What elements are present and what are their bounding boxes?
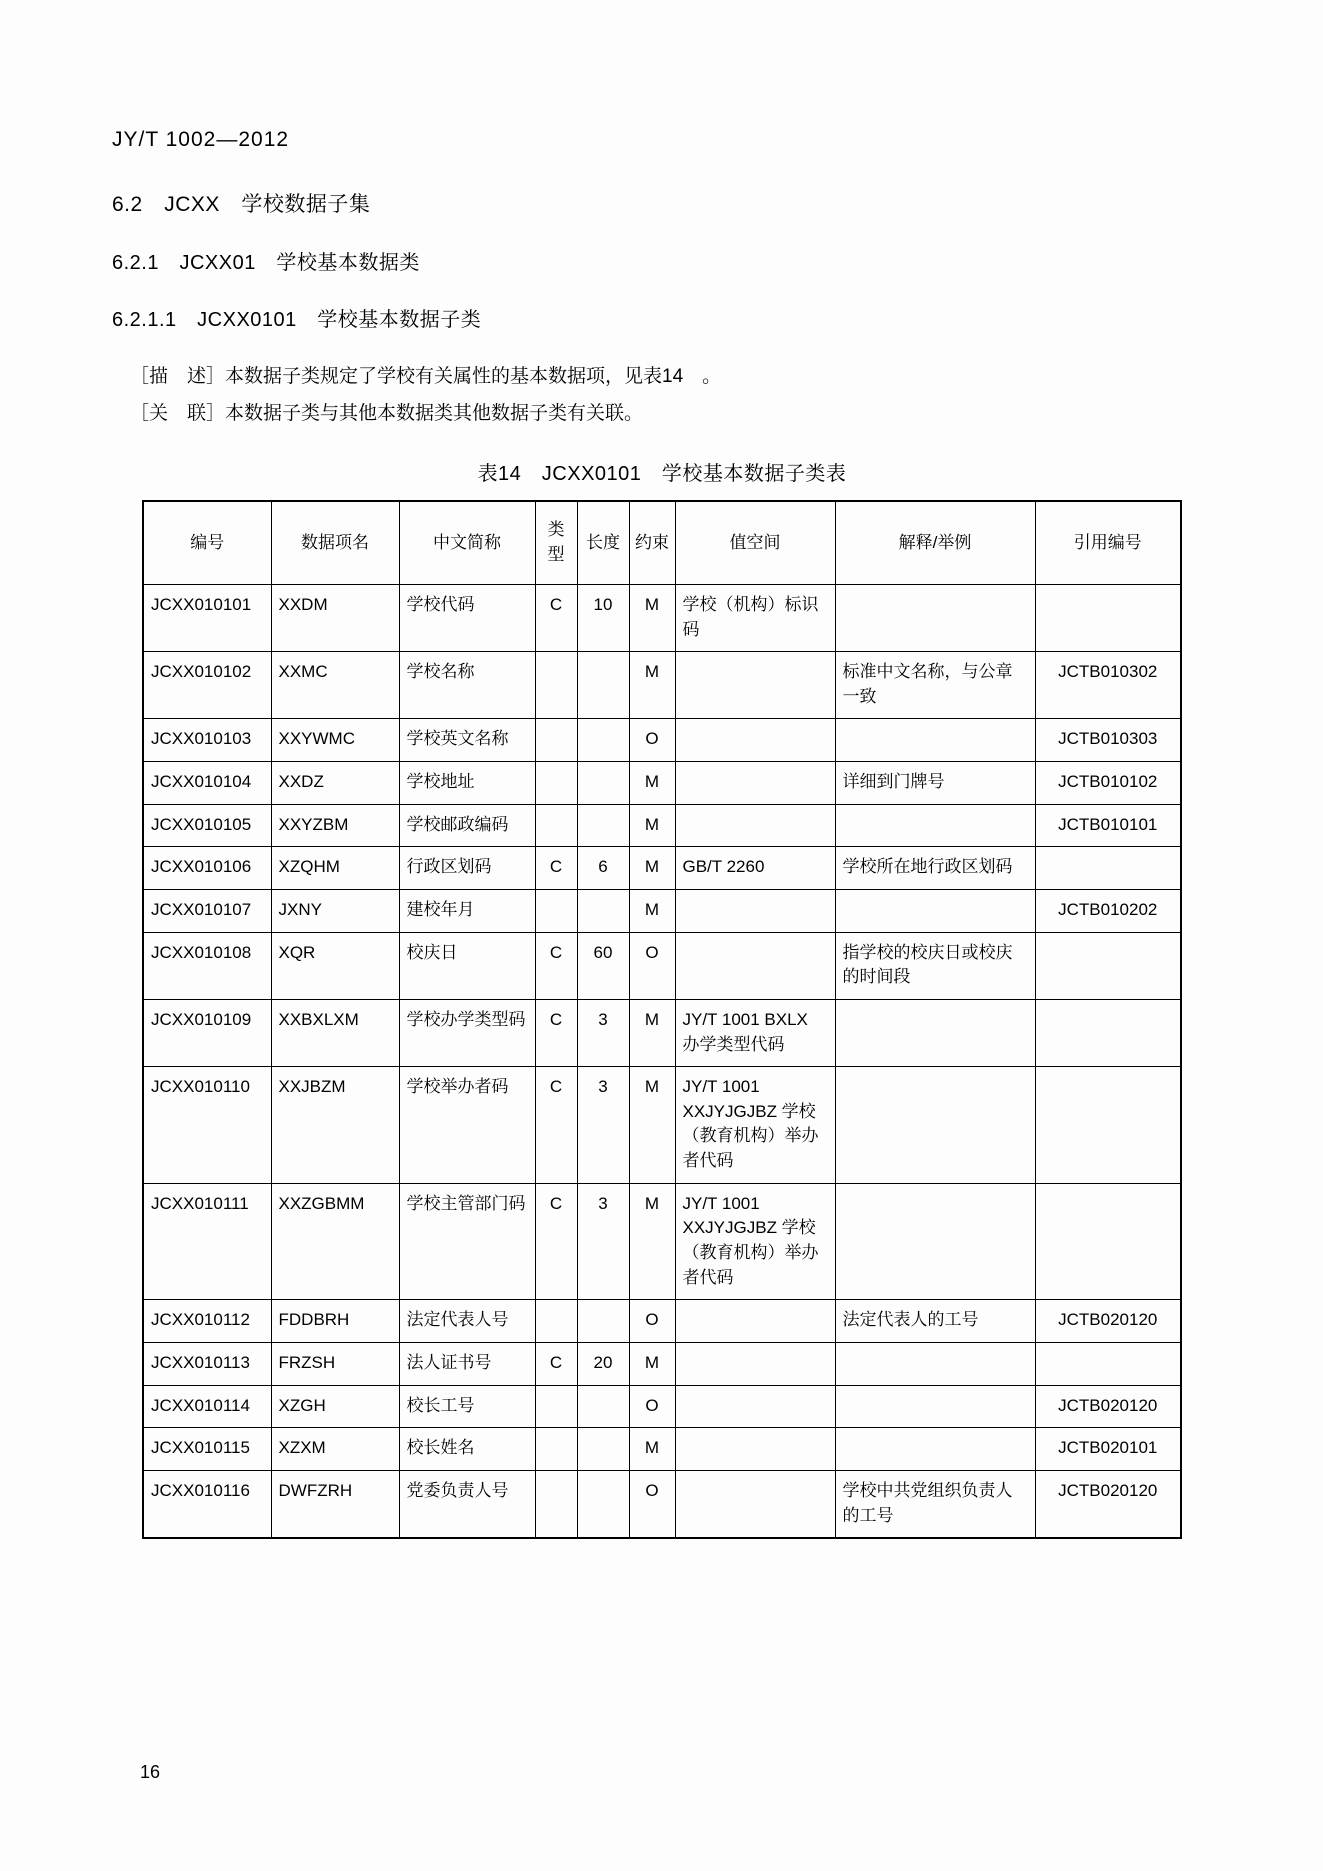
cell-length	[577, 762, 629, 805]
cell-constraint: M	[629, 1428, 675, 1471]
cell-constraint: M	[629, 1067, 675, 1184]
section-heading-6-2-1: 6.2.1 JCXX01 学校基本数据类	[112, 252, 420, 274]
table-header-row	[143, 501, 1181, 585]
cell-chinese-name: 法定代表人号	[399, 1300, 535, 1343]
cell-chinese-name: 建校年月	[399, 890, 535, 933]
cell-type	[535, 890, 577, 933]
cell-item-name: FDDBRH	[271, 1300, 399, 1343]
cell-reference-number	[1035, 1067, 1181, 1184]
cell-length	[577, 1385, 629, 1428]
cell-constraint: M	[629, 804, 675, 847]
cell-value-space	[675, 762, 835, 805]
cell-type: C	[535, 1067, 577, 1184]
cell-item-name: XZQHM	[271, 847, 399, 890]
cell-item-name: XXJBZM	[271, 1067, 399, 1184]
cell-length	[577, 1300, 629, 1343]
cell-chinese-name: 校庆日	[399, 932, 535, 999]
section-heading-6-2: 6.2 JCXX 学校数据子集	[112, 193, 371, 216]
table-row	[143, 1428, 1181, 1471]
cell-constraint: M	[629, 1183, 675, 1300]
cell-explanation: 详细到门牌号	[835, 762, 1035, 805]
cell-item-name: XXMC	[271, 652, 399, 719]
cell-explanation	[835, 999, 1035, 1066]
cell-constraint: M	[629, 762, 675, 805]
standard-code-header: JY/T 1002—2012	[112, 128, 290, 151]
cell-explanation: 学校所在地行政区划码	[835, 847, 1035, 890]
cell-reference-number: JCTB010303	[1035, 719, 1181, 762]
cell-explanation	[835, 890, 1035, 933]
cell-type	[535, 719, 577, 762]
table-row	[143, 890, 1181, 933]
cell-value-space	[675, 1428, 835, 1471]
cell-type	[535, 1470, 577, 1538]
cell-value-space	[675, 932, 835, 999]
description-paragraph: ［描 述］本数据子类规定了学校有关属性的基本数据项，见表14 。	[130, 366, 722, 387]
cell-reference-number	[1035, 584, 1181, 651]
cell-reference-number: JCTB020120	[1035, 1385, 1181, 1428]
table-row	[143, 1183, 1181, 1300]
cell-chinese-name: 学校举办者码	[399, 1067, 535, 1184]
cell-chinese-name: 学校邮政编码	[399, 804, 535, 847]
cell-explanation	[835, 1342, 1035, 1385]
cell-type: C	[535, 847, 577, 890]
cell-constraint: M	[629, 999, 675, 1066]
cell-chinese-name: 学校名称	[399, 652, 535, 719]
table-row	[143, 1385, 1181, 1428]
table-row	[143, 1470, 1181, 1538]
cell-explanation	[835, 584, 1035, 651]
cell-number: JCXX010116	[143, 1470, 271, 1538]
cell-length: 3	[577, 999, 629, 1066]
cell-type: C	[535, 932, 577, 999]
cell-type	[535, 762, 577, 805]
table-caption: 表14 JCXX0101 学校基本数据子类表	[477, 462, 847, 485]
cell-chinese-name: 学校地址	[399, 762, 535, 805]
cell-length	[577, 1470, 629, 1538]
cell-item-name: XZGH	[271, 1385, 399, 1428]
cell-reference-number	[1035, 932, 1181, 999]
cell-item-name: XXDM	[271, 584, 399, 651]
cell-constraint: M	[629, 1342, 675, 1385]
cell-value-space: JY/T 1001 BXLX 办学类型代码	[675, 999, 835, 1066]
table-row	[143, 999, 1181, 1066]
table-row	[143, 932, 1181, 999]
column-header-chinese-name: 中文简称	[399, 501, 535, 585]
cell-constraint: M	[629, 847, 675, 890]
cell-length	[577, 890, 629, 933]
cell-reference-number: JCTB010202	[1035, 890, 1181, 933]
cell-type	[535, 652, 577, 719]
cell-reference-number: JCTB010101	[1035, 804, 1181, 847]
cell-value-space: JY/T 1001 XXJYJGJBZ 学校（教育机构）举办者代码	[675, 1067, 835, 1184]
cell-length	[577, 719, 629, 762]
cell-number: JCXX010113	[143, 1342, 271, 1385]
cell-explanation: 法定代表人的工号	[835, 1300, 1035, 1343]
table-row	[143, 762, 1181, 805]
column-header-number: 编号	[143, 501, 271, 585]
cell-number: JCXX010114	[143, 1385, 271, 1428]
column-header-item-name: 数据项名	[271, 501, 399, 585]
cell-constraint: M	[629, 584, 675, 651]
cell-chinese-name: 学校主管部门码	[399, 1183, 535, 1300]
column-header-value-space: 值空间	[675, 501, 835, 585]
cell-number: JCXX010112	[143, 1300, 271, 1343]
cell-item-name: XQR	[271, 932, 399, 999]
column-header-constraint: 约束	[629, 501, 675, 585]
cell-type: C	[535, 1183, 577, 1300]
cell-type	[535, 1385, 577, 1428]
cell-item-name: FRZSH	[271, 1342, 399, 1385]
relation-paragraph: ［关 联］本数据子类与其他本数据类其他数据子类有关联。	[130, 403, 644, 425]
cell-reference-number	[1035, 1342, 1181, 1385]
cell-number: JCXX010101	[143, 584, 271, 651]
table-row	[143, 1342, 1181, 1385]
cell-constraint: O	[629, 1300, 675, 1343]
cell-type	[535, 1428, 577, 1471]
cell-constraint: M	[629, 652, 675, 719]
cell-chinese-name: 学校英文名称	[399, 719, 535, 762]
cell-number: JCXX010103	[143, 719, 271, 762]
cell-chinese-name: 学校代码	[399, 584, 535, 651]
cell-number: JCXX010108	[143, 932, 271, 999]
cell-number: JCXX010111	[143, 1183, 271, 1300]
cell-length	[577, 652, 629, 719]
table-row	[143, 1300, 1181, 1343]
cell-value-space: JY/T 1001 XXJYJGJBZ 学校（教育机构）举办者代码	[675, 1183, 835, 1300]
column-header-type: 类型	[535, 501, 577, 585]
cell-explanation	[835, 1183, 1035, 1300]
cell-chinese-name: 学校办学类型码	[399, 999, 535, 1066]
cell-reference-number: JCTB020120	[1035, 1300, 1181, 1343]
cell-value-space	[675, 890, 835, 933]
cell-value-space: 学校（机构）标识码	[675, 584, 835, 651]
page-content	[112, 128, 1212, 1539]
cell-item-name: JXNY	[271, 890, 399, 933]
cell-chinese-name: 校长姓名	[399, 1428, 535, 1471]
cell-reference-number	[1035, 1183, 1181, 1300]
cell-value-space	[675, 652, 835, 719]
page-number: 16	[140, 1762, 161, 1782]
cell-chinese-name: 行政区划码	[399, 847, 535, 890]
cell-type: C	[535, 584, 577, 651]
cell-reference-number: JCTB020120	[1035, 1470, 1181, 1538]
cell-length: 60	[577, 932, 629, 999]
cell-reference-number: JCTB010302	[1035, 652, 1181, 719]
cell-value-space	[675, 804, 835, 847]
cell-constraint: O	[629, 719, 675, 762]
cell-chinese-name: 校长工号	[399, 1385, 535, 1428]
column-header-length: 长度	[577, 501, 629, 585]
cell-length	[577, 1428, 629, 1471]
cell-explanation	[835, 1067, 1035, 1184]
cell-length: 3	[577, 1067, 629, 1184]
cell-explanation: 标准中文名称，与公章一致	[835, 652, 1035, 719]
cell-type: C	[535, 999, 577, 1066]
cell-number: JCXX010110	[143, 1067, 271, 1184]
cell-type: C	[535, 1342, 577, 1385]
cell-item-name: XXDZ	[271, 762, 399, 805]
cell-value-space	[675, 1342, 835, 1385]
cell-value-space	[675, 719, 835, 762]
cell-constraint: O	[629, 1470, 675, 1538]
cell-value-space	[675, 1385, 835, 1428]
cell-item-name: XXYZBM	[271, 804, 399, 847]
cell-item-name: DWFZRH	[271, 1470, 399, 1538]
table-row	[143, 1067, 1181, 1184]
table-row	[143, 584, 1181, 651]
cell-number: JCXX010107	[143, 890, 271, 933]
cell-reference-number	[1035, 999, 1181, 1066]
cell-explanation	[835, 719, 1035, 762]
cell-value-space	[675, 1300, 835, 1343]
cell-chinese-name: 法人证书号	[399, 1342, 535, 1385]
table-row	[143, 847, 1181, 890]
cell-item-name: XXZGBMM	[271, 1183, 399, 1300]
table-body	[143, 584, 1181, 1538]
cell-explanation	[835, 804, 1035, 847]
cell-number: JCXX010102	[143, 652, 271, 719]
cell-number: JCXX010109	[143, 999, 271, 1066]
cell-explanation	[835, 1385, 1035, 1428]
cell-explanation: 指学校的校庆日或校庆的时间段	[835, 932, 1035, 999]
cell-constraint: O	[629, 1385, 675, 1428]
cell-value-space: GB/T 2260	[675, 847, 835, 890]
cell-constraint: M	[629, 890, 675, 933]
cell-length: 3	[577, 1183, 629, 1300]
cell-length: 20	[577, 1342, 629, 1385]
cell-type	[535, 804, 577, 847]
section-heading-6-2-1-1: 6.2.1.1 JCXX0101 学校基本数据子类	[112, 309, 482, 331]
cell-number: JCXX010115	[143, 1428, 271, 1471]
cell-number: JCXX010104	[143, 762, 271, 805]
cell-length: 10	[577, 584, 629, 651]
cell-type	[535, 1300, 577, 1343]
cell-reference-number	[1035, 847, 1181, 890]
column-header-reference-number: 引用编号	[1035, 501, 1181, 585]
cell-length	[577, 804, 629, 847]
table-row	[143, 719, 1181, 762]
cell-reference-number: JCTB010102	[1035, 762, 1181, 805]
cell-item-name: XXBXLXM	[271, 999, 399, 1066]
table-row	[143, 652, 1181, 719]
cell-item-name: XXYWMC	[271, 719, 399, 762]
cell-length: 6	[577, 847, 629, 890]
cell-value-space	[675, 1470, 835, 1538]
cell-item-name: XZXM	[271, 1428, 399, 1471]
cell-number: JCXX010105	[143, 804, 271, 847]
table-row	[143, 804, 1181, 847]
data-subclass-table	[142, 500, 1182, 1539]
cell-explanation	[835, 1428, 1035, 1471]
cell-chinese-name: 党委负责人号	[399, 1470, 535, 1538]
cell-number: JCXX010106	[143, 847, 271, 890]
cell-constraint: O	[629, 932, 675, 999]
column-header-explanation: 解释/举例	[835, 501, 1035, 585]
cell-reference-number: JCTB020101	[1035, 1428, 1181, 1471]
cell-explanation: 学校中共党组织负责人的工号	[835, 1470, 1035, 1538]
